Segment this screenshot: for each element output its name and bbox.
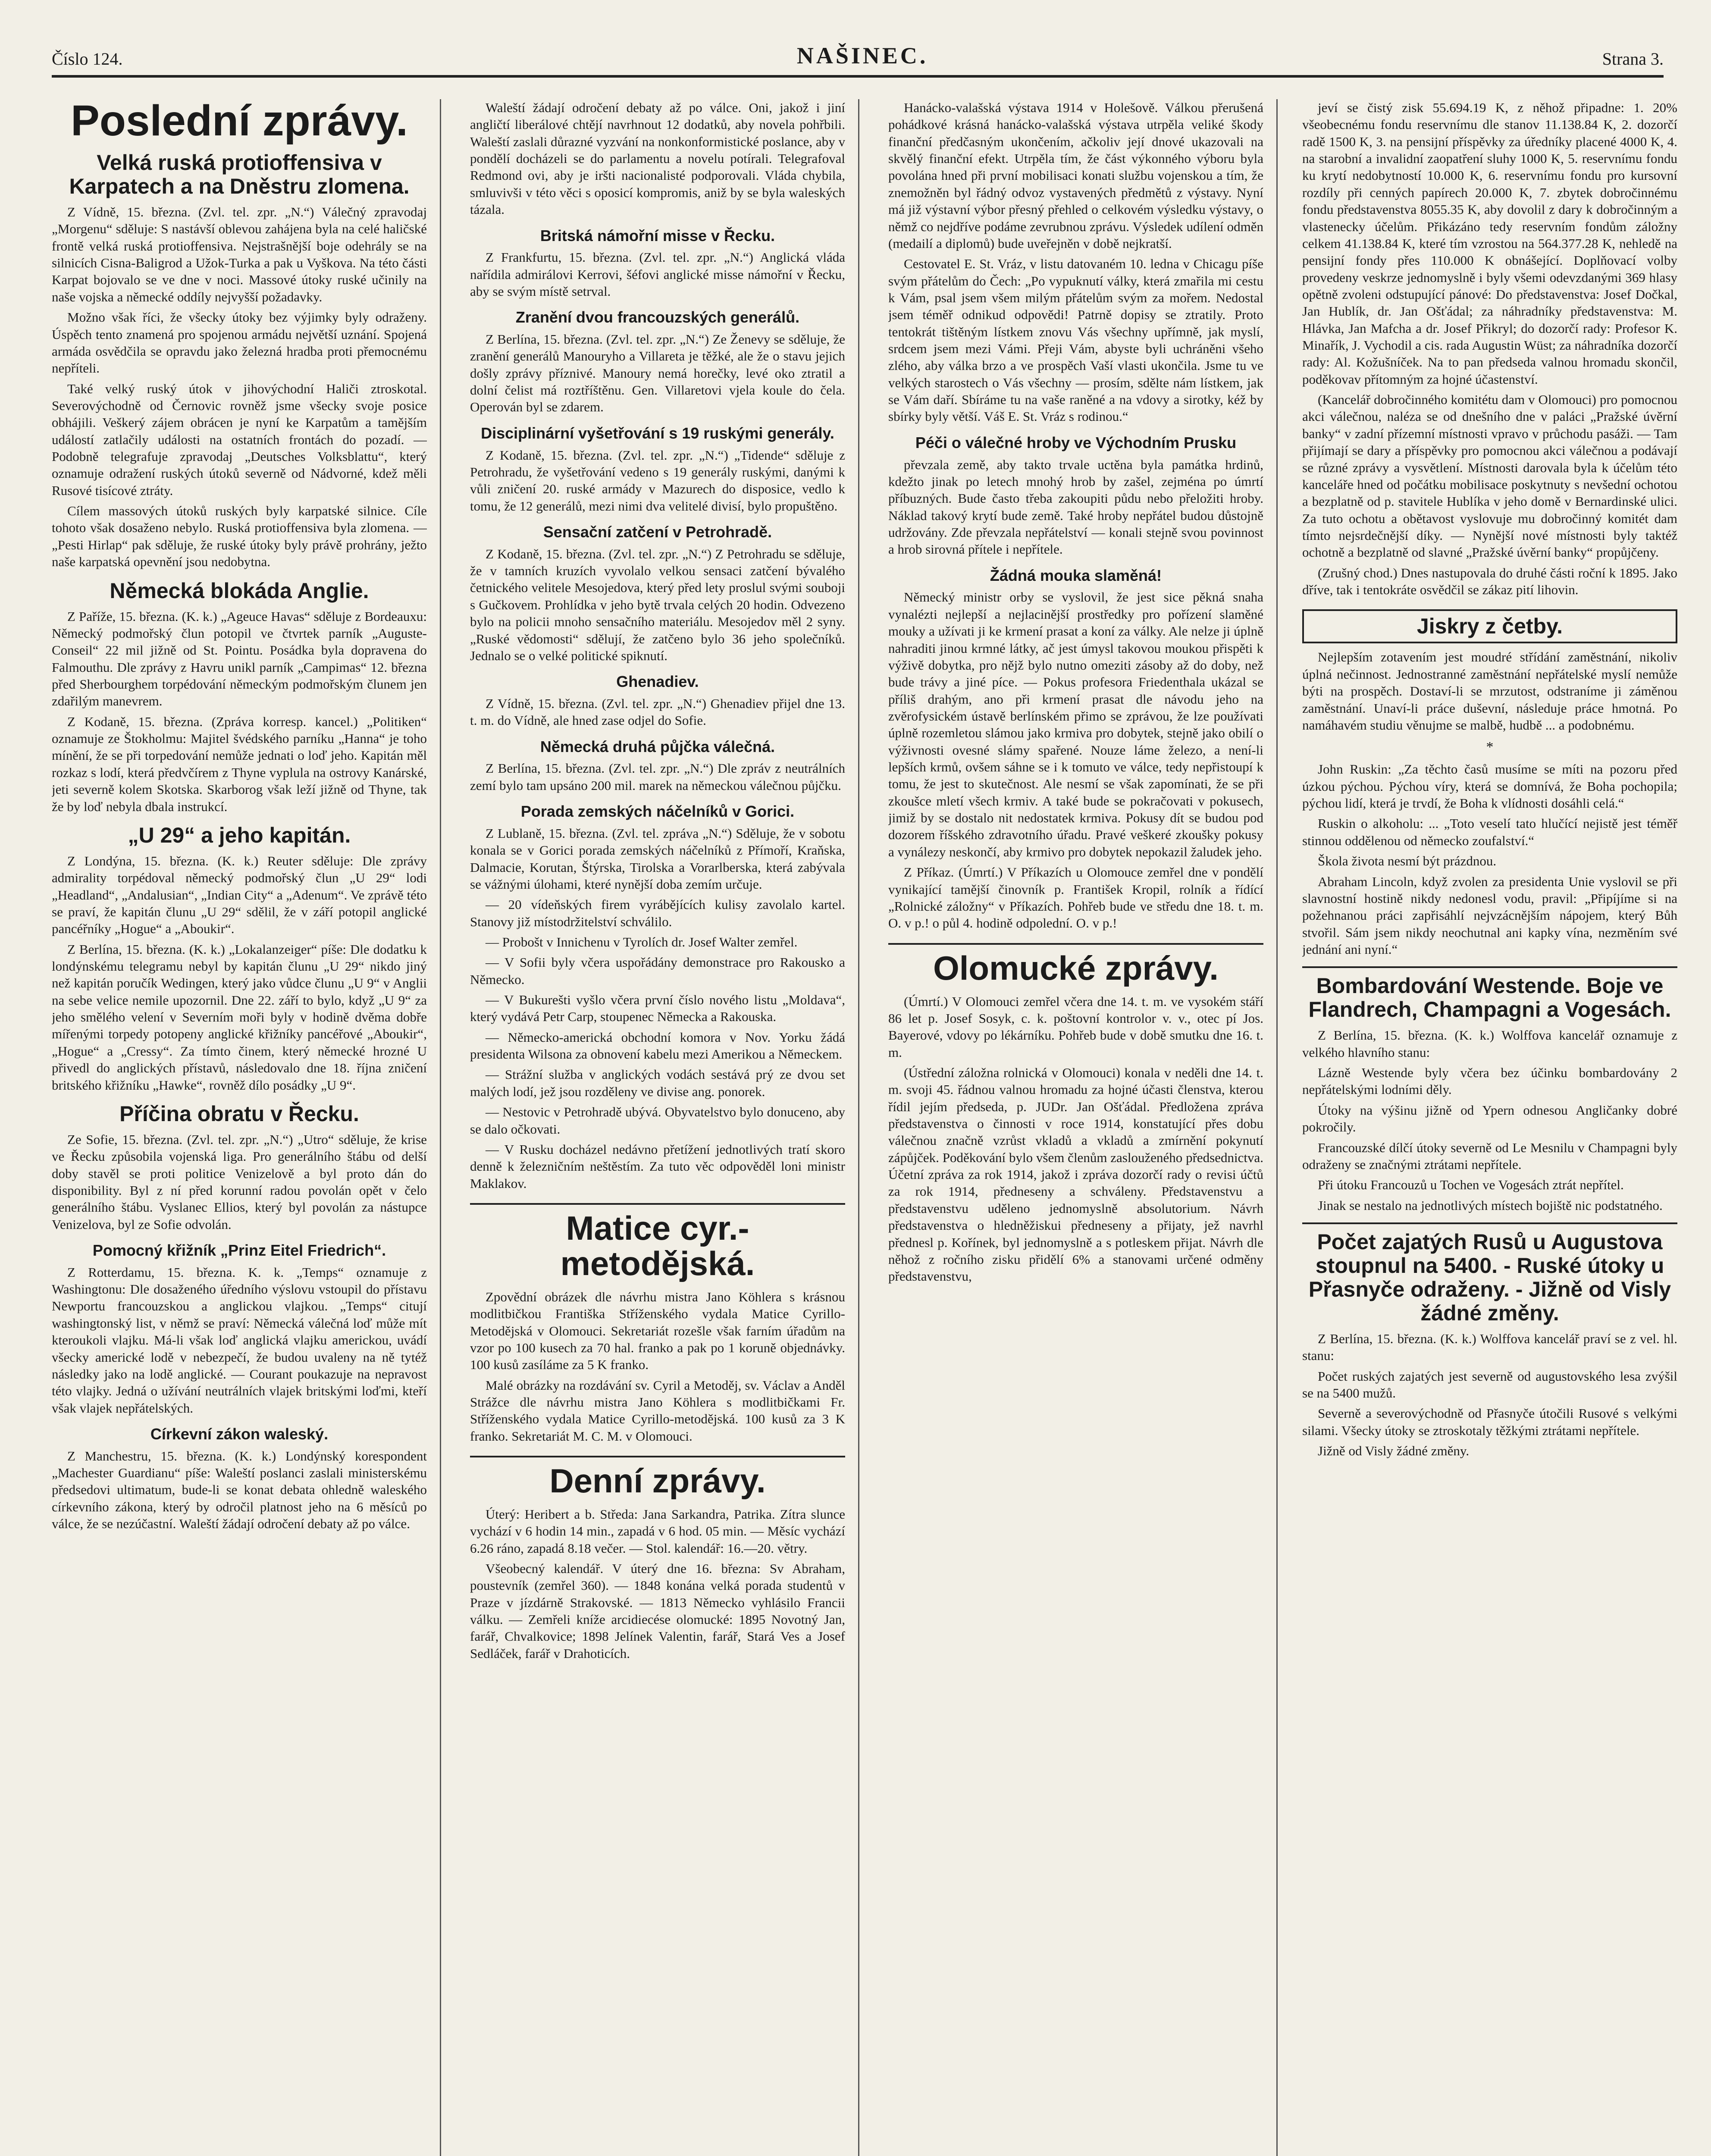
article-paragraph: Hanácko-valašská výstava 1914 v Holešově. Válkou přerušená pohádkové krásná hanácko-valašská výstava utrpěla veliké škody finanční předčasným ukončením, ačkoliv její dnové ukazovali na skvělý finanční efekt. Utrpěla tím, že část výkonného výboru byla povolána hned při první mobilisaci konati službu vojenskou a tím, že znemožněn byl řádný odvoz vystavených předmětů z výstavy. Nyní má již výstavní výbor přesný přehled o celkovém výsledku výstavy, o němž co nejdříve podáme zevrubnou zprávu. Výsledek udílení odměn (medailí a diplomů) bude uveřejněn v době nejkratší. [888, 100, 1263, 251]
article-headline: Zranění dvou francouzských generálů. [515, 308, 800, 326]
article-headline: Péči o válečné hroby ve Východním Prusku [915, 433, 1237, 451]
article-paragraph: Z Berlína, 15. března. (K. k.) Wolffova kancelář praví se z vel. hl. stanu: [1302, 1331, 1677, 1363]
column-3 [888, 99, 1263, 2156]
article-paragraph: Německý ministr orby se vyslovil, že jest sice pěkná snaha vynalézti nejlepší a nejlacinější prostředky pro pořízení slaměné mouky a užívati ji ke krmení prasat a koní za války. Ale nelze ji úplně nahraditi jinou krmné látky, ač jest úmysl takovou moukou přispěti k výživě dobytka, pro nějž bylo nutno omeziti zásoby až do doby, než bude trávy a jiné píce. — Pokus profesora Friedenthala ukázal se příliš drahým, ano při krmení prasat dle návodu jeho na zvěrofysickém ústavě berlínském přimo se zprávou, že lze používati úplně rozemletou slámou jako krmiva pro dobytek, stejně jako obilí o výživnosti ovesné slámy spařené. Nouze láme železo, a není-li lepších krmů, ovšem sáhne se i k tomuto ve válce, tedy nepřistoupí k tomu, že jest to skutečnost. Ale nesmí se však zapomínati, že se při zkoušce mletí všech krmiv. A také bude se pokračovati v pokusech, jimiž by se dostalo nit nedostatek krmiva. Pokusy dít se budou pod dozorem říšského zdravotního úřadu. Pravé veškeré zkoušky pokusy a vynálezy neskončí, aby krmivo pro dobytek nepokazil žaludek jeho. [888, 589, 1263, 859]
article-paragraph: Francouzské dílčí útoky severně od Le Mesnilu v Champagni byly odraženy se značnými ztrátami nepřítele. [1302, 1140, 1677, 1172]
article-paragraph: Z Berlína, 15. března. (Zvl. tel. zpr. „N.“) Ze Ženevy se sděluje, že zranění generálů Manouryho a Villareta je těžké, ale že o stavu jejich došly zprávy příznivé. Manoury nemá horečky, levé oko ztratil a dolní čelist má roztříštěnu. Gen. Villaretovi vjela koule do čela. Operován byl se zdarem. [470, 332, 845, 415]
column-divider [1276, 99, 1278, 2156]
article-paragraph: Lázně Westende byly včera bez účinku bombardovány 2 nepřátelskými lodními děly. [1302, 1065, 1677, 1097]
article-headline: Církevní zákon waleský. [150, 1425, 329, 1443]
newspaper-title: NAŠINEC. [796, 43, 928, 69]
article-paragraph: Z Lublaně, 15. března. (Zvl. tel. zpráva „N.“) Sděluje, že v sobotu konala se v Gorici porada zemských náčelníků z Přímoří, Kraňska, Dalmacie, Korutan, Štýrska, Tirolska a Vorarlberska, která zabývala se vážnými úlohami, které nynější doba zemím určuje. [470, 825, 845, 892]
article-headline: Počet zajatých Rusů u Augustova stoupnul na 5400. - Ruské útoky u Přasnyče odraženy. - Jižně od Visly žádné změny. [1302, 1222, 1677, 1325]
article-paragraph: Z Manchestru, 15. března. (K. k.) Londýnský korespondent „Machester Guardianu“ píše: Waleští poslanci zaslali ministerskému předsedovi ultimatum, bude-li se konat debata ohledně waleského církevního zákona, který by odročil platnost jeho na 6 měsíců po válce, že se nezúčastní. Waleští žádají odročení debaty až po válce. [52, 1448, 427, 1532]
article-paragraph: jeví se čistý zisk 55.694.19 K, z něhož připadne: 1. 20% všeobecnému fondu reservnímu dle stanov 11.138.84 K, 2. dozorčí radě 1500 K, 3. na pensijní příspěvky za úředníky placené 4000 K, 4. na starobní a invalidní zaopatření sluhy 1000 K, 5. reservnímu fondu ku krytí nedobytností 10.000 K, 6. reservnímu fondu pro kursovní rozdíly při cenných papírech 20.000 K, 7. zbytek dobročinnému fondu představenstva 8055.35 K, aby dovolil z dary k dobročinným a vlastenecky účelům. Přikázáno tedy reservním fondům záložny celkem 41.138.84 K, které tím vzrostou na 564.377.28 K, nehledě na pensijní fondy přes 110.000 K obnášející. Doplňovací volby provedeny veskrze jednomyslně i byly všemi odevzdanými 369 hlasy opětně zvoleni odstupující pánové: Do představenstva: Josef Dočkal, Jan Hublík, dr. Jan Ošťádal; za náhradníky představenstva: M. Hlávka, Jan Mafcha a dr. Josef Přikryl; do dozorčí rady: Profesor K. Minařík, J. Vychodil a cis. rada Augustin Wüst; za náhradníka dozorčí rady: Al. Kožušníček. Na to pan předseda valnou hromadu skončil, poděkovav přítomným za hojné účastenství. [1302, 100, 1677, 387]
article-paragraph: Z Berlína, 15. března. (Zvl. tel. zpr. „N.“) Dle zpráv z neutrálních zemí bylo tam upsáno 200 mil. marek na německou válečnou půjčku. [470, 761, 845, 793]
issue-number: Číslo 124. [52, 49, 123, 69]
article-paragraph: Zpovědní obrázek dle návrhu mistra Jano Köhlera s krásnou modlitbičkou Františka Stříženského vydala Matice Cyrillo-Metodějská v Olomouci. Sekretariát rozešle však farním úřadům na vzor po 100 kusech za 70 hal. franko a pak po 1 koruně objednávky. 100 kusů zasíláme za 5 K franko. [470, 1289, 845, 1373]
news-brief: — Německo-americká obchodní komora v Nov. Yorku žádá presidenta Wilsona za obnovení kabelu mezi Amerikou a Německem. [470, 1029, 845, 1062]
article-headline: Německá blokáda Anglie. [110, 578, 369, 603]
article-headline: Žádná mouka slaměná! [990, 566, 1162, 584]
news-brief: — Nestovic v Petrohradě ubývá. Obyvatelstvo bylo donuceno, aby se dalo očkovati. [470, 1104, 845, 1137]
article-paragraph: Malé obrázky na rozdávání sv. Cyril a Metoděj, sv. Václav a Anděl Strážce dle návrhu mistra Jano Köhlera s modlitbičkami Fr. Stříženského vydala Matice Cyrillo-metodějská. 100 kusů za 3 K franko. Sekretariát M. C. M. v Olomouci. [470, 1377, 845, 1444]
article-paragraph: Cestovatel E. St. Vráz, v listu datovaném 10. ledna v Chicagu píše svým přátelům do Čech: „Po vypuknutí války, která zmařila mi cestu k Vám, psal jsem všem milým přátelům svým za mořem. Nedostal jsem téměř odnikud odpovědi! Patrně dopisy se ztratily. Proto tentokrát tištěným lístkem znovu Vás všechny upřímně, jak myslí, srdcem jsem mezi Vámi. Přeji Vám, abyste byli uchráněni všeho zlého, aby válka brzo a ve prospěch Vaší vlasti ukončila. Jsme tu ve velkých starostech o Vás všechny — prosím, sdělte nám lístkem, jak se Vám daří. Sbíráme tu na vaše raněné a na vdovy a sirotky, kéž by sbírky byly větší. Váš E. St. Vráz s rodinou.“ [888, 256, 1263, 424]
calendar-note: Úterý: Heribert a b. Středa: Jana Sarkandra, Patrika. Zítra slunce vychází v 6 hodin 14 min., zapadá v 6 hod. 05 min. — Měsíc vychází 6.26 ráno, zapadá 8.18 večer. — Stol. kalendář: 16.—20. větry. [470, 1506, 845, 1556]
article-headline: Bombardování Westende. Boje ve Flandrech, Champagni a Vogesách. [1302, 966, 1677, 1022]
news-brief: — 20 vídeňských firem vyrábějících kulisy zavolalo kartel. Stanovy již místodržitelství schválilo. [470, 897, 845, 929]
article-paragraph: Z Paříže, 15. března. (K. k.) „Ageuce Havas“ sděluje z Bordeauxu: Německý podmořský člun potopil ve čtvrtek parník „Auguste-Conseil“ 22 mil jižně od St. Pointu. Posádka byla dopravena do Falmouthu. Dle zprávy z Havru unikl parník „Campimas“ 12. března před Sherbourghem torpédování německým podmořským člunem jen zdařilým manevrem. [52, 608, 427, 709]
article-paragraph: Nejlepším zotavením jest moudré střídání zaměstnání, nikoliv úplná nečinnost. Jednostranné zaměstnání nepřátelské myslí nemůže býti na prospěch. Dostaví-li se mrzutost, odstraníme ji záměnou zaměstnání. Unaví-li práce duševní, následuje práce hmotná. Po namáhavém studiu věnujme se malbě, hudbě ... a podobnému. [1302, 649, 1677, 733]
page-number: Strana 3. [1602, 49, 1664, 69]
separator-asterisk: * [1486, 739, 1494, 755]
section-title-sparks: Jiskry z četby. [1416, 614, 1563, 639]
news-brief: — V Rusku docházel nedávno přetížení jednotlivých tratí skoro denně k železničním neštěstím. Za tuto věc odpověděl loni ministr Maklakov. [470, 1141, 845, 1191]
article-paragraph: Při útoku Francouzů u Tochen ve Vogesách ztrát nepřítel. [1318, 1177, 1624, 1193]
article-paragraph: Z Kodaně, 15. března. (Zvl. tel. zpr. „N.“) „Tidende“ sděluje z Petrohradu, že vyšetřování vedeno s 19 generály ruskými, danými k vůli zničení 20. ruské armády v Mazurech do disposice, vedlo k tomu, že 12 generálů, mezi nimi dva velitelé divisí, bylo propuštěno. [470, 447, 845, 514]
article-paragraph: Z Rotterdamu, 15. března. K. k. „Temps“ oznamuje z Washingtonu: Dle dosaženého úředního výslovu vstoupil do přístavu Newportu francouzskou a anglickou vlajkou. „Temps“ citují washingtonský list, v němž se praví: Německá válečná loď může mít kteroukoli vlajku. Má-li však loď anglická vlajku americkou, uvádí všecky americké lodě v nebezpečí, že budou uvaleny na ně tytéž následky jako na lodě anglické. — Courant poukazuje na nepravost této vlajky. Jedná o užívání neutrálních vlajek britskými loďmi, kteří však vlajek nepřátelských. [52, 1264, 427, 1416]
section-title-daily-news: Denní zprávy. [470, 1456, 845, 1499]
article-paragraph: Také velký ruský útok v jihovýchodní Haliči ztroskotal. Severovýchodně od Černovic rovněž jsme všecky svoje posice obhájili. Veškerý zájem obrácen je nyní ke Karpatům a tamějším událostí zatlačily události na ostatních frontách do pozadí. — Podobně telegrafuje zpravodaj „Deutsches Volksblattu“, který oznamuje odražení ruských útoků severně od Nádvorné, kdež měli Rusové tisícové ztráty. [52, 381, 427, 498]
article-paragraph: Z Vídně, 15. března. (Zvl. tel. zpr. „N.“) Ghenadiev přijel dne 13. t. m. do Vídně, ale hned zase odjel do Sofie. [470, 696, 845, 728]
article-paragraph: Počet ruských zajatých jest severně od augustovského lesa zvýšil se na 5400 mužů. [1302, 1368, 1677, 1401]
article-paragraph: Z Kodaně, 15. března. (Zpráva korresp. kancel.) „Politiken“ oznamuje ze Štokholmu: Majitel švédského parníku „Hanna“ je toho mínění, že se při torpedování nemůže jednati o loď jeho. Kapitán měl rozkaz s lodí, která předvčírem z Thyne vyplula na ostrovy Kanárské, jeti severně kolem Skotska. Skarborog však leží jižně od Thyne, tak že by loď nebyla dbala instrukcí. [52, 714, 427, 814]
column-2 [470, 99, 845, 2156]
article-paragraph: Z Berlína, 15. března. (K. k.) „Lokalanzeiger“ píše: Dle dodatku k londýnskému telegramu nebyl by kapitán člunu „U 29“ nikdo jiný než kapitán poručík Wedingen, který jako vůdce člunu „U 9“ v Anglii na sebe velice nemile upozornil. Dne 22. září to bylo, když „U 9“ za jeho smělého velení v Severním moři byly v hodině dvěma dobře mířenými torpedy potopeny anglické křižníky pancéřové „Aboukir“, „Hogue“ a „Cressy“. Za tímto činem, který německé hrozné U přivedl do anglických přístavů, následovalo dne 18. října zničení britského křižníku „Hawke“, rovněž dílo posádky „U 9“. [52, 941, 427, 1093]
article-paragraph: Waleští žádají odročení debaty až po válce. Oni, jakož i jiní angličtí liberálové chtějí navrhnout 12 dodatků, aby novela pohřbili. Waleští zaslali důrazné vyzvání na nonkonformistické poslance, aby v pondělí docházeli se do parlamentu a novelu potírali. Telegrafoval Redmond ovi, aby je iršti nacionalisté podporovali. Vláda chybila, smluvivši v této věci s oposicí kompromis, aniž by se byla waleských tázala. [470, 100, 845, 217]
article-paragraph: Z Kodaně, 15. března. (Zvl. tel. zpr. „N.“) Z Petrohradu se sděluje, že v tamních kruzích vyvolalo velkou sensaci zatčení bývalého četnického velitele Mesojedova, který před lety proslul svými souboji s Gučkovem. Prohlídka v jeho bytě trvala celých 20 hodin. Odvezeno bylo na policii mnoho sensačního materiálu. Mesojedov měl 2 syny. „Ruské vědomosti“ sdělují, že zatčeno bylo 36 jeho společníků. Jednalo se o velké politické spiknutí. [470, 546, 845, 663]
column-divider [858, 99, 859, 2156]
section-box [1302, 609, 1677, 643]
article-paragraph: (Ústřední záložna rolnická v Olomouci) konala v neděli dne 14. t. m. svoji 45. řádnou valnou hromadu za hojné účasti členstva, kterou řídil jejím předseda, p. JUDr. Jan Ošťádal. Předložena zpráva představenstva o činnosti v roce 1914, konstatující přes dobu válečnou značně vzrůst vkladů a vkladů a zmírnění pokynutí zápůjček. Poděkování bylo všem členům zaslouženého předsednictva. Účetní zpráva za rok 1914, jakož i zpráva dozorčí rady o revisi účtů za rok 1914, předneseny a schváleny. Představenstvu a představenstvu uděleno jednomyslně absolutorium. Návrh představenstva o hledněžiskui předneseny a přijaty, jež navrhl přednesl p. Kořínek, byl jednomyslně a s potleskem přijat. Návrh dle něhož z ročního zisku přidělí 6% a stanovami určené odměny představenstvu, [888, 1065, 1263, 1284]
article-paragraph: Jinak se nestalo na jednotlivých místech bojiště nic podstatného. [1318, 1197, 1663, 1213]
article-paragraph: Cílem massových útoků ruských byly karpatské silnice. Cíle tohoto však dosaženo nebylo. Ruská protioffensiva byla zlomena. — „Pesti Hirlap“ pak sděluje, že ruské útoky byly právě prohrány, ježto naše karpatská opevnění jsou nedobytna. [52, 503, 427, 570]
quote-paragraph: Abraham Lincoln, když zvolen za presidenta Unie vyslovil se při slavnostní hostině nikdy nedonesl vodu, pravil: „Připíjíme si na požehnanou práci zapřisáhlí nejvzácnějším nápojem, který Bůh stvořil. Sám jsem nikdy neochutnal ani kapky vína, nezměním své jednání ani nyní.“ [1302, 874, 1677, 957]
news-brief: — V Sofii byly včera uspořádány demonstrace pro Rakousko a Německo. [470, 955, 845, 987]
article-headline: Disciplinární vyšetřování s 19 ruskými generály. [481, 424, 834, 442]
article-paragraph: Z Vídně, 15. března. (Zvl. tel. zpr. „N.“) Válečný zpravodaj „Morgenu“ sděluje: S nastávší oblevou zahájena byla na celé haličské frontě velká ruská protioffensiva. Nejstrašnější boje odehrály se na silnicích Cisna-Baligrod a Užok-Turka a pak u Vyškova. Na této části Karpat bojovalo se ve dne v noci. Massové útoky ruské učinily na naše vojska a německé oddíly nejvyšší požadavky. [52, 204, 427, 304]
article-headline: Velká ruská protioffensiva v Karpatech a na Dněstru zlomena. [69, 150, 410, 198]
quote-paragraph: Ruskin o alkoholu: ... „Toto veselí tato hlučící nejistě jest téměř stinnou oddělenou od německo zoufalství.“ [1302, 816, 1677, 848]
article-headline: Německá druhá půjčka válečná. [540, 737, 775, 755]
article-paragraph: Z Příkaz. (Úmrtí.) V Příkazích u Olomouce zemřel dne v pondělí vynikající tamější činovník p. František Kropil, rolník a řídící „Rolnické záložny“ v Příkazích. Pohřeb bude ve středu dne 18. t. m. O. v p.! o půl 4. hodině odpolední. O. v p.! [888, 865, 1263, 931]
article-paragraph: (Zrušný chod.) Dnes nastupovala do druhé části roční k 1895. Jako dříve, tak i tentokráte osvědčil se zákaz pití lihovin. [1302, 565, 1677, 598]
article-headline: Příčina obratu v Řecku. [119, 1101, 359, 1126]
article-paragraph: (Kancelář dobročinného komitétu dam v Olomouci) pro pomocnou akci válečnou, naléza se od dnešního dne v paláci „Pražské úvěrní banky“ v zadní přízemní místnosti vpravo v průchodu pasáži. — Tam přijímají se dary a příspěvky pro pomocnou akci válečnou a podávají se různé zprávy a vysvětlení. Místnosti darovala byla k účelům této kanceláře hned od počátku mobilisace poskytnuty s nevšední ochotou a bezplatně od p. stavitele Hublíka v jeho domě v Bernardinské ulici. Za tuto ochotu a obětavost vyslovuje mu dobročinný komitét dam tímto nejsrdečnější díky. — Nynější nové místnosti byly taktéž ochotně a bezplatně od slavné „Pražské úvěrní banky“ propůjčeny. [1302, 392, 1677, 560]
article-headline: Britská námořní misse v Řecku. [540, 226, 775, 244]
article-headline: Pomocný křižník „Prinz Eitel Friedrich“. [92, 1241, 386, 1260]
news-brief: — Probošt v Innichenu v Tyrolích dr. Josef Walter zemřel. [486, 934, 798, 950]
column-divider [440, 99, 441, 2156]
article-headline: Sensační zatčení v Petrohradě. [543, 523, 772, 541]
article-paragraph: Z Londýna, 15. března. (K. k.) Reuter sděluje: Dle zprávy admirality torpédoval německý podmořský člun „U 29“ lodi „Headland“, „Andalusian“, „Indian City“ a „Adenum“. Ve zprávě této se praví, že kapitán člunu „U 29“ sdělil, že v září potopil anglické pancéřníky „Hogue“ a „Aboukir“. [52, 853, 427, 937]
article-paragraph: převzala země, aby takto trvale uctěna byla památka hrdinů, kdežto jinak po letech mnohý hrob by zašel, zejména po úmrtí příbuzných. Bude často třeba zakoupiti půdu nebo přeložiti hroby. Náklad takový krytí bude země. Také hroby nepřátel budou důstojně udržovány. Zde převzala nepřátelství — konali stejně svou povinnost a hrob sirovná přítele i nepřítele. [888, 457, 1263, 557]
article-paragraph: Z Frankfurtu, 15. března. (Zvl. tel. zpr. „N.“) Anglická vláda nařídila admirálovi Kerrovi, šéfovi anglické misse námořní v Řecku, aby se svým místě setrval. [470, 250, 845, 299]
section-title-matice: Matice cyr.-metodějská. [470, 1203, 845, 1282]
column-1 [52, 99, 427, 2156]
article-paragraph: Ze Sofie, 15. března. (Zvl. tel. zpr. „N.“) „Utro“ sděluje, že krise ve Řecku způsobila vojenská liga. Pro generálního štábu od delší doby stavěl se proti politice Venizelově a byl proto dán do disponibility. Byl z ní před korunní radou povolán opět v čelo generálního štábu. Vyslanec Ellios, který byl povolán za nástupce Venizelova, byl ze Sofie odvolán. [52, 1131, 427, 1232]
quote-paragraph: Škola života nesmí být prázdnou. [1318, 853, 1497, 869]
article-paragraph: Severně a severovýchodně od Přasnyče útočili Rusové s velkými silami. Všecky útoky se ztroskotaly těžkými ztrátami nepřítele. [1302, 1406, 1677, 1438]
column-4 [1302, 99, 1677, 2156]
section-title-latest-news: Poslední zprávy. [71, 99, 408, 145]
quote-paragraph: John Ruskin: „Za těchto časů musíme se míti na pozoru před úzkou pýchou. Pýchou víry, která se domnívá, že Boha pochopila; pýchou lidí, která je trvdí, že Boha k vlídnosti dosáhli celá.“ [1302, 761, 1677, 811]
calendar-note: Všeobecný kalendář. V úterý dne 16. března: Sv Abraham, poustevník (zemřel 360). — 1848 konána velká porada studentů v Praze v jízdárně Strakovské. — 1813 Německo vyhlásilo Francii válku. — Zemřeli kníže arcidiecése olomucké: 1895 Novotný Jan, farář, Chvalkovice; 1898 Jelínek Valentin, farář, Stará Ves a Josef Sedláček, farář v Drahoticích. [470, 1561, 845, 1661]
article-headline: Porada zemských náčelníků v Gorici. [520, 802, 795, 821]
article-headline: „U 29“ a jeho kapitán. [128, 823, 351, 847]
section-title-olomouc-news: Olomucké zprávy. [888, 943, 1263, 986]
article-paragraph: Z Berlína, 15. března. (K. k.) Wolffova kancelář oznamuje z velkého hlavního stanu: [1302, 1028, 1677, 1060]
page-header [52, 26, 1664, 78]
news-brief: — Strážní služba v anglických vodách sestává prý ze dvou set malých lodí, jež jsou rozděleny ve divise ang. ponorek. [470, 1067, 845, 1099]
article-paragraph: Jižně od Visly žádné změny. [1318, 1443, 1470, 1459]
article-headline: Ghenadiev. [616, 673, 699, 691]
article-paragraph: (Úmrtí.) V Olomouci zemřel včera dne 14. t. m. ve vysokém stáří 86 let p. Josef Sosyk, c. k. poštovní kontrolor v. v., otec pí Jos. Bayerové, vdovy po lékárníku. Pohřeb bude v době smutku dne 16. t. m. [888, 993, 1263, 1060]
article-paragraph: Možno však říci, že všecky útoky bez výjimky byly odraženy. Úspěch tento znamená pro spojenou armádu největší uznání. Spojená armáda osvědčila se opravdu jako železná hradba proti přemocnému nepříteli. [52, 310, 427, 376]
article-paragraph: Útoky na výšinu jižně od Ypern odnesou Angličanky dobré pokročily. [1302, 1102, 1677, 1135]
news-brief: — V Bukurešti vyšlo včera první číslo nového listu „Moldava“, který vydává Petr Carp, stoupenec Německa a Rakouska. [470, 992, 845, 1025]
